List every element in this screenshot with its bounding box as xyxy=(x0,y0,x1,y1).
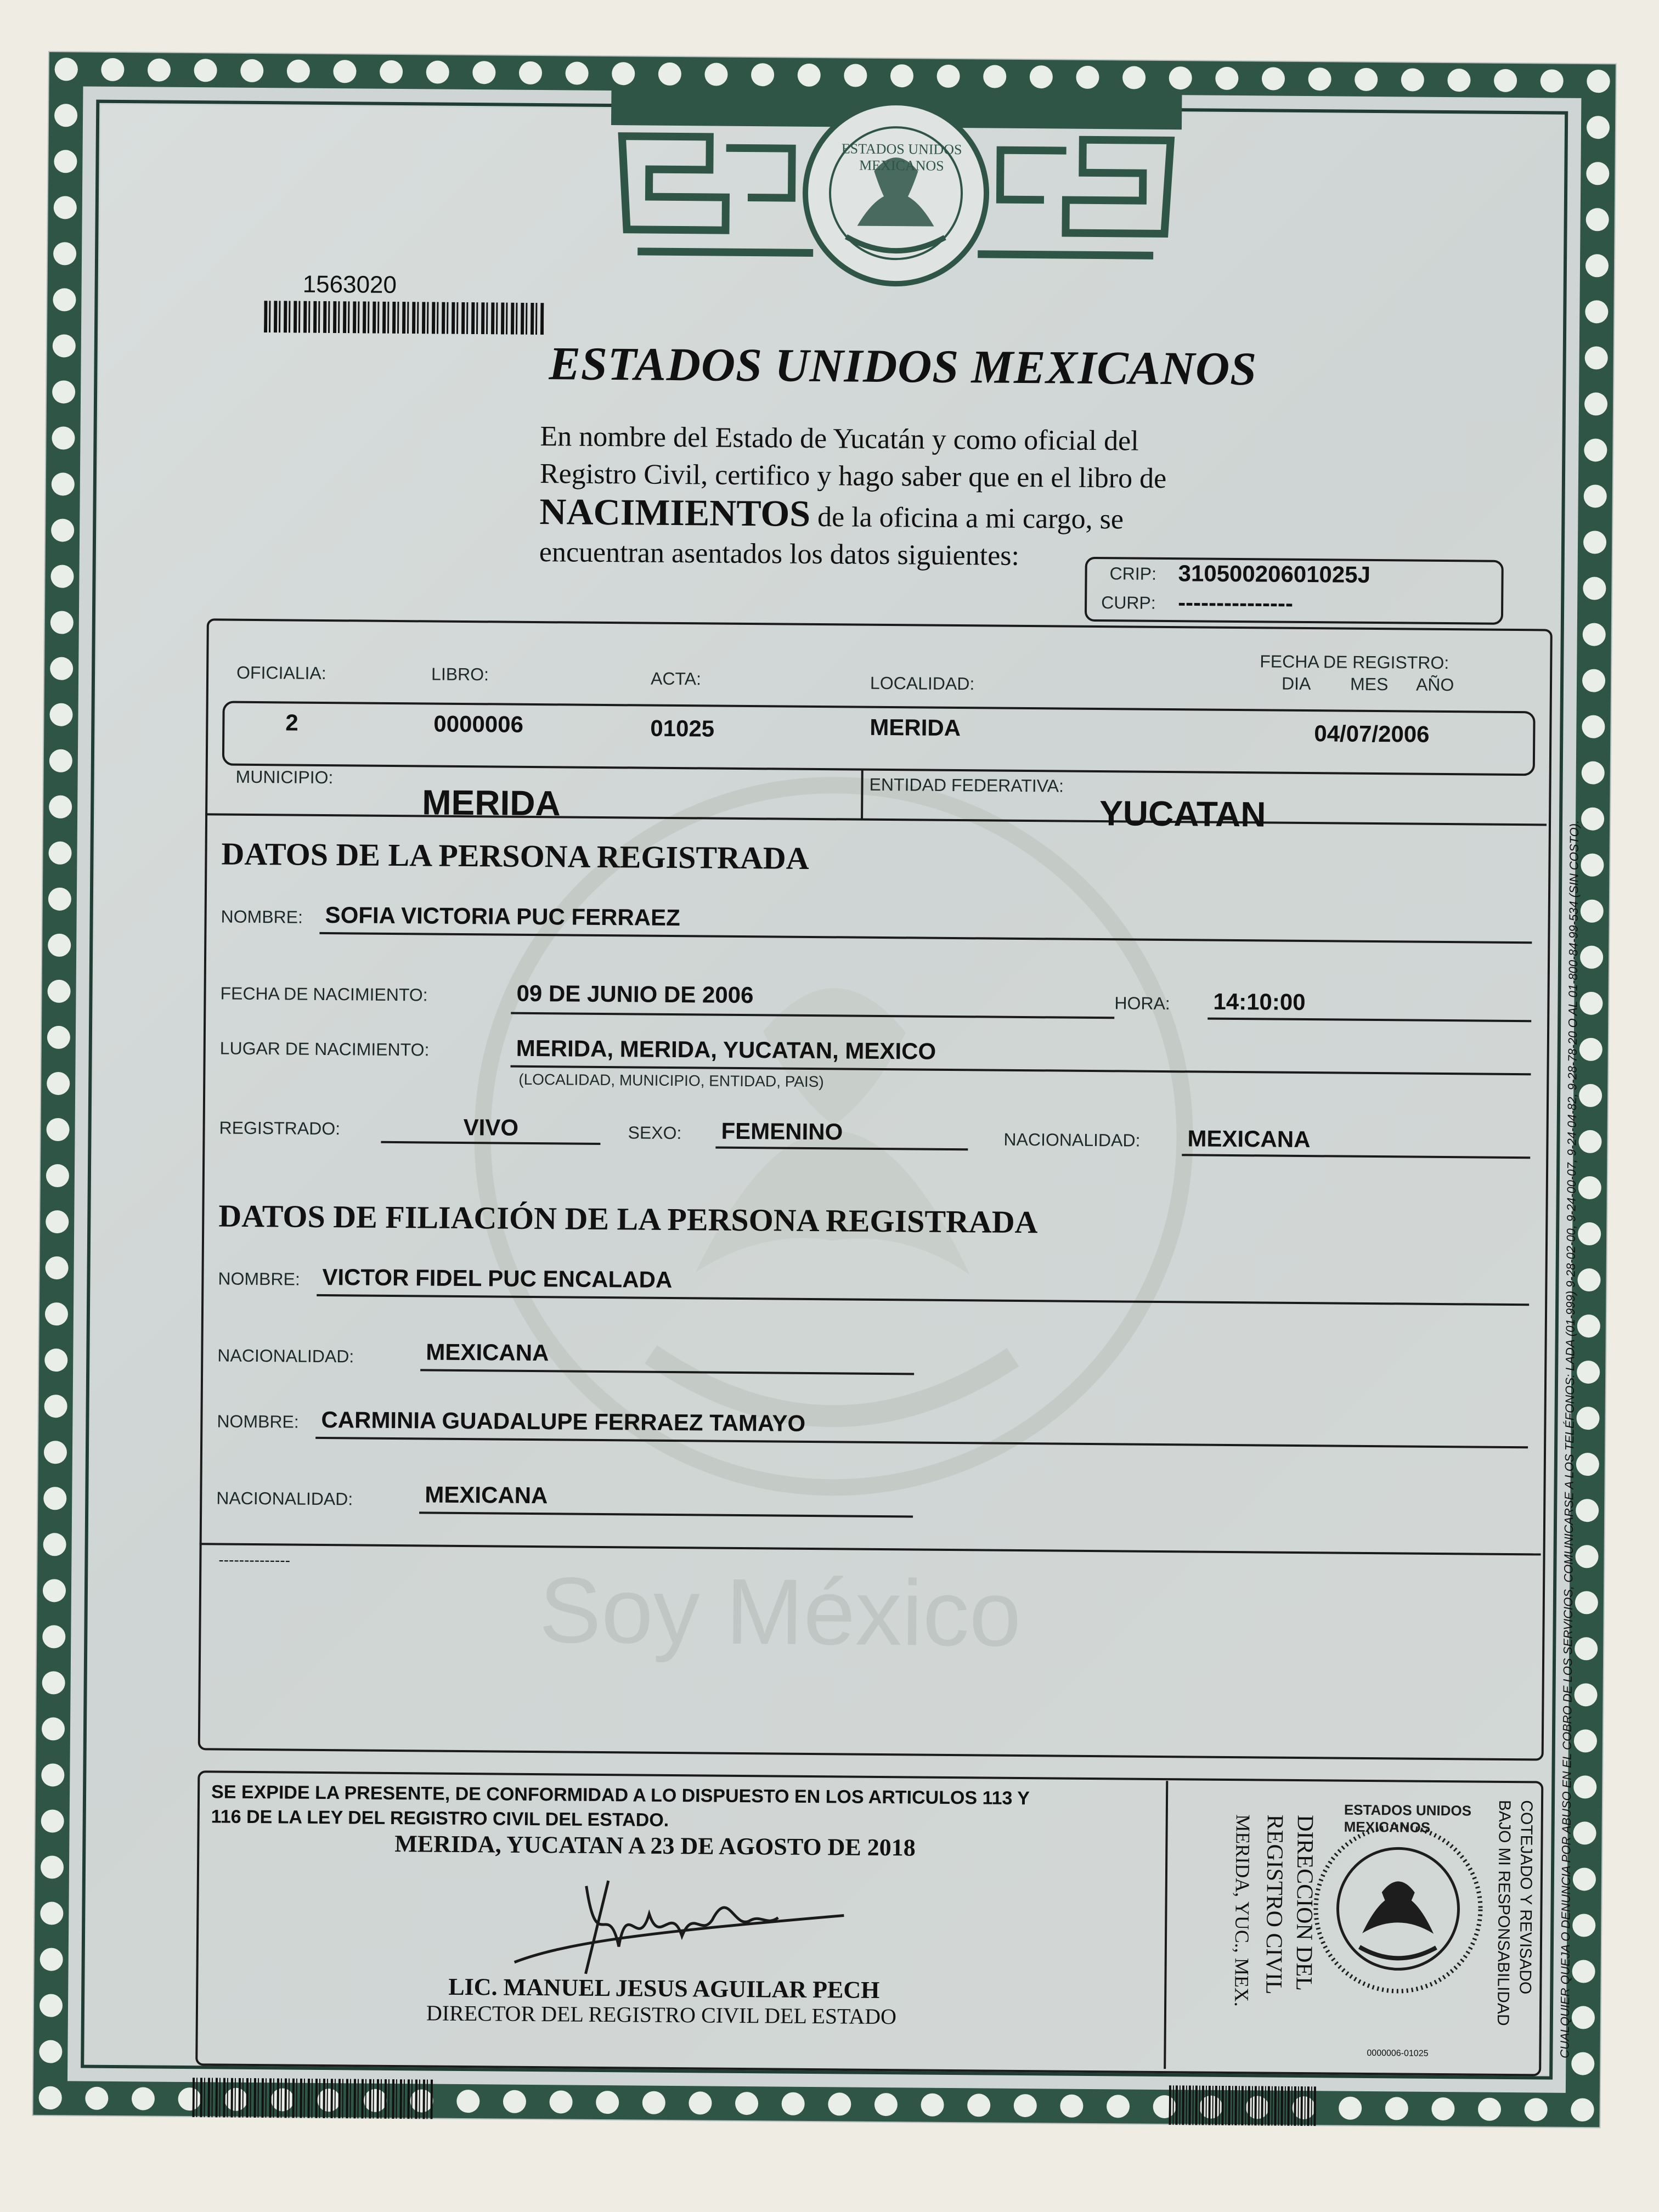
padre-nombre-value: VICTOR FIDEL PUC ENCALADA xyxy=(322,1263,673,1293)
direccion-line-1: DIRECCION DEL xyxy=(1291,1814,1318,1991)
fecha-nacimiento-value: 09 DE JUNIO DE 2006 xyxy=(516,980,754,1008)
lugar-nacimiento-label: LUGAR DE NACIMIENTO: xyxy=(219,1038,430,1060)
stamp-text: ESTADOS UNIDOS MEXICANOS xyxy=(1344,1801,1472,1836)
municipio-value: MERIDA xyxy=(421,782,561,823)
madre-nombre-label: NOMBRE: xyxy=(217,1411,299,1432)
country-title: ESTADOS UNIDOS MEXICANOS xyxy=(549,337,1257,396)
madre-nombre-value: CARMINIA GUADALUPE FERRAEZ TAMAYO xyxy=(321,1406,806,1436)
nacionalidad-label: NACIONALIDAD: xyxy=(1003,1129,1141,1150)
mes-label: MES xyxy=(1350,674,1389,695)
director-signature xyxy=(503,1864,855,1987)
padre-nacionalidad-value: MEXICANA xyxy=(426,1339,549,1366)
fecha-nacimiento-label: FECHA DE NACIMIENTO: xyxy=(220,983,428,1005)
intro-line-3-rest: de la oficina a mi cargo, se xyxy=(817,501,1124,535)
curp-value: --------------- xyxy=(1178,589,1294,616)
divider-entidad xyxy=(861,769,864,820)
entidad-value: YUCATAN xyxy=(1099,793,1266,834)
persona-nombre-value: SOFIA VICTORIA PUC FERRAEZ xyxy=(325,901,680,931)
expide-line-1: SE EXPIDE LA PRESENTE, DE CONFORMIDAD A LO DISPUESTO EN LOS ARTICULOS 113 Y xyxy=(211,1781,1030,1809)
official-stamp xyxy=(1310,1820,1487,1997)
crip-label: CRIP: xyxy=(1109,563,1157,584)
oficialia-label: OFICIALIA: xyxy=(236,662,326,683)
firmante-cargo: DIRECTOR DEL REGISTRO CIVIL DEL ESTADO xyxy=(426,2000,897,2029)
folio-number: 1563020 xyxy=(302,270,397,298)
curp-label: CURP: xyxy=(1101,592,1156,613)
registrado-value: VIVO xyxy=(463,1114,519,1141)
complaint-side-text: CUALQUIER QUEJA O DENUNCIA POR ABUSO EN EL COBRO DE LOS SERVICIOS, COMUNICARSE A LOS TELÉFONOS: LADA (01-999) 9-28-02-00, 9-24-00-07, 9-24-04-82, 9-28-78-20 O AL 01-800-84-99-534 (SIN COSTO). xyxy=(1558,820,1582,2058)
oficialia-value: 2 xyxy=(285,709,298,736)
expide-line-2: 116 DE LA LEY DEL REGISTRO CIVIL DEL ESTADO. xyxy=(211,1806,669,1831)
footer-barcode-right xyxy=(1169,2085,1317,2126)
footer-barcode-left xyxy=(192,2078,434,2119)
persona-nombre-label: NOMBRE: xyxy=(221,906,303,927)
folio-barcode xyxy=(264,301,544,335)
watermark-text: Soy México xyxy=(538,1558,1022,1666)
intro-line-4: encuentran asentados los datos siguientes: xyxy=(539,537,1020,572)
localidad-label: LOCALIDAD: xyxy=(870,673,975,694)
intro-nacimientos: NACIMIENTOS xyxy=(539,490,811,534)
nacionalidad-value: MEXICANA xyxy=(1187,1125,1311,1153)
fecha-registro-value: 04/07/2006 xyxy=(1314,720,1430,747)
anio-label: AÑO xyxy=(1415,674,1454,695)
lugar-fecha-expedicion: MERIDA, YUCATAN A 23 DE AGOSTO DE 2018 xyxy=(394,1830,916,1861)
hora-value: 14:10:00 xyxy=(1213,988,1306,1015)
localidad-value: MERIDA xyxy=(870,714,961,741)
entidad-label: ENTIDAD FEDERATIVA: xyxy=(869,774,1064,796)
firmante-nombre: LIC. MANUEL JESUS AGUILAR PECH xyxy=(448,1973,880,2004)
cotejado-line-1: COTEJADO Y REVISADO xyxy=(1516,1800,1536,1995)
notes-dashes: -------------- xyxy=(218,1551,291,1569)
intro-paragraph xyxy=(539,418,1325,577)
intro-line-3 xyxy=(539,490,1324,540)
sexo-value: FEMENINO xyxy=(721,1118,843,1145)
hora-label: HORA: xyxy=(1114,993,1170,1014)
acta-label: ACTA: xyxy=(650,668,702,689)
seal-text: ESTADOS UNIDOS MEXICANOS xyxy=(841,140,962,174)
persona-heading: DATOS DE LA PERSONA REGISTRADA xyxy=(221,836,809,876)
certificate-sheet xyxy=(33,52,1615,2127)
crip-value: 31050020601025J xyxy=(1178,560,1371,588)
padre-nacionalidad-label: NACIONALIDAD: xyxy=(217,1345,354,1367)
intro-line-1: En nombre del Estado de Yucatán y como oficial del xyxy=(540,421,1139,457)
libro-label: LIBRO: xyxy=(431,664,489,685)
direccion-line-3: MERIDA, YUC., MEX. xyxy=(1231,1814,1254,2007)
libro-value: 0000006 xyxy=(433,710,524,737)
stamp-code: 0000006-01025 xyxy=(1367,2048,1429,2058)
acta-value: 01025 xyxy=(650,715,715,742)
lugar-nacimiento-value: MERIDA, MERIDA, YUCATAN, MEXICO xyxy=(516,1035,936,1064)
direccion-line-2: REGISTRO CIVIL xyxy=(1261,1814,1288,1995)
madre-nacionalidad-value: MEXICANA xyxy=(425,1481,548,1509)
header-ornament xyxy=(588,87,1204,322)
sexo-label: SEXO: xyxy=(628,1122,682,1143)
padre-nombre-label: NOMBRE: xyxy=(218,1268,300,1289)
dia-label: DIA xyxy=(1281,673,1311,694)
filiacion-heading: DATOS DE FILIACIÓN DE LA PERSONA REGISTRADA xyxy=(218,1198,1038,1240)
cotejado-line-2: BAJO MI RESPONSABILIDAD xyxy=(1493,1799,1514,2026)
madre-nacionalidad-label: NACIONALIDAD: xyxy=(216,1488,353,1509)
intro-line-2: Registro Civil, certifico y hago saber que en el libro de xyxy=(539,458,1167,495)
lugar-hint: (LOCALIDAD, MUNICIPIO, ENTIDAD, PAIS) xyxy=(518,1070,824,1091)
registrado-label: REGISTRADO: xyxy=(219,1118,341,1139)
fecha-registro-label: FECHA DE REGISTRO: xyxy=(1260,651,1449,673)
municipio-label: MUNICIPIO: xyxy=(235,766,334,788)
certificate-face xyxy=(86,105,1582,2075)
